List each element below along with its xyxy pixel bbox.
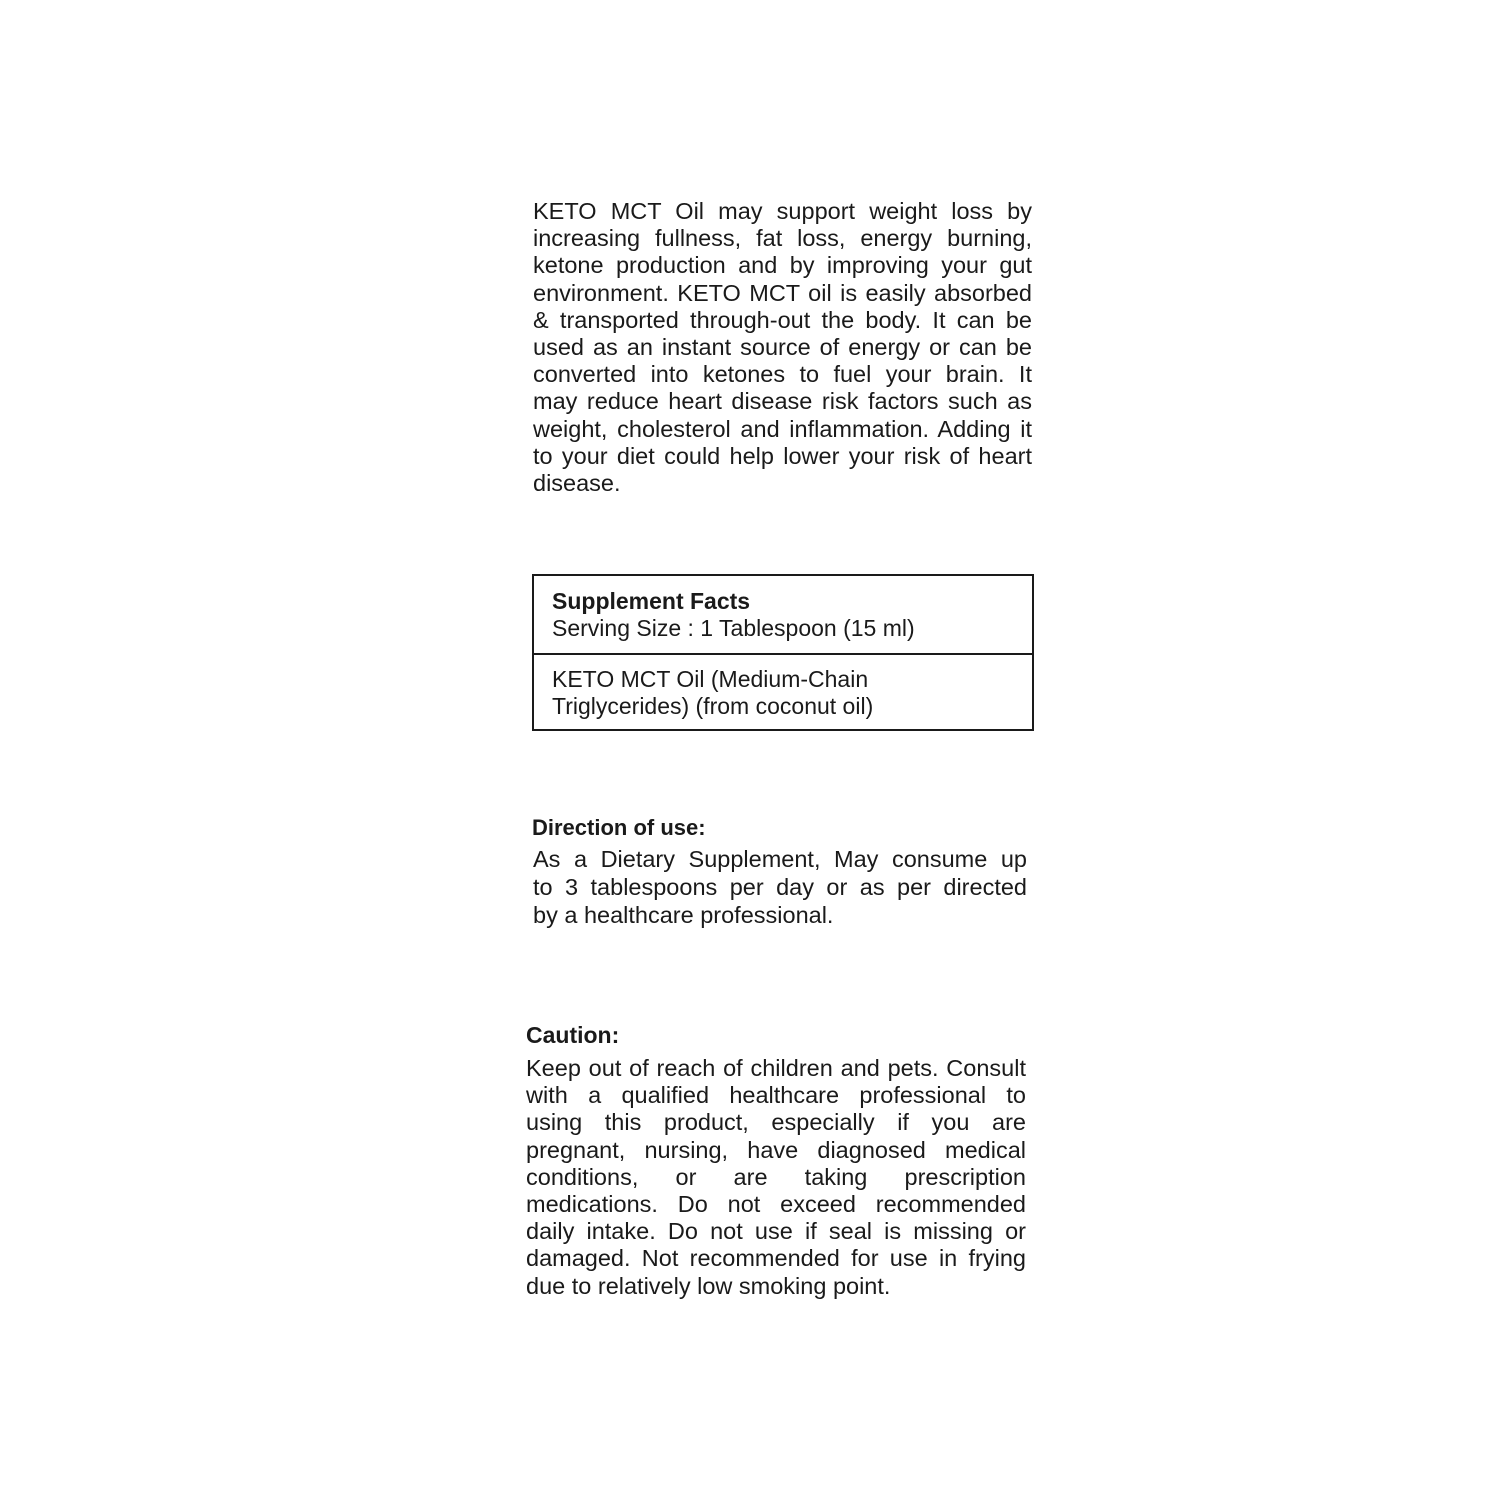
caution-line: Keep out of reach of children and pets. Consult bbox=[526, 1055, 1026, 1081]
supplement-facts-ingredient bbox=[534, 655, 1032, 729]
intro-paragraph bbox=[533, 198, 1032, 497]
supplement-facts-title: Supplement Facts bbox=[552, 588, 751, 614]
caution-line: daily intake. Do not use if seal is missing or bbox=[526, 1218, 1026, 1245]
intro-line: may reduce heart disease risk factors such as bbox=[533, 388, 1032, 415]
direction-paragraph bbox=[533, 845, 1027, 929]
intro-line: converted into ketones to fuel your brain. It bbox=[533, 361, 1032, 388]
caution-line: due to relatively low smoking point. bbox=[526, 1272, 891, 1299]
supplement-facts-table bbox=[532, 574, 1034, 731]
caution-line: using this product, especially if you are bbox=[526, 1109, 1026, 1136]
caution-heading: Caution: bbox=[526, 1022, 620, 1048]
direction-line: to 3 tablespoons per day or as per directed bbox=[533, 874, 1027, 900]
caution-line: pregnant, nursing, have diagnosed medical bbox=[526, 1136, 1026, 1163]
serving-size: Serving Size : 1 Tablespoon (15 ml) bbox=[552, 615, 915, 641]
intro-line: disease. bbox=[533, 470, 621, 497]
intro-line: KETO MCT Oil may support weight loss by bbox=[533, 198, 1032, 224]
caution-line: with a qualified healthcare professional to bbox=[526, 1082, 1026, 1109]
caution-line: medications. Do not exceed recommended bbox=[526, 1191, 1026, 1218]
intro-line: environment. KETO MCT oil is easily absorbed bbox=[533, 279, 1032, 306]
caution-line: damaged. Not recommended for use in frying bbox=[526, 1245, 1026, 1272]
intro-line: ketone production and by improving your gut bbox=[533, 252, 1032, 279]
intro-line: & transported through-out the body. It can be bbox=[533, 306, 1032, 333]
intro-line: used as an instant source of energy or can be bbox=[533, 334, 1032, 361]
direction-line: by a healthcare professional. bbox=[533, 902, 834, 928]
ingredient-line: KETO MCT Oil (Medium-Chain bbox=[552, 666, 869, 692]
direction-line: As a Dietary Supplement, May consume up bbox=[533, 846, 1027, 872]
supplement-facts-header bbox=[534, 576, 1032, 655]
caution-paragraph bbox=[526, 1055, 1026, 1300]
intro-line: to your diet could help lower your risk of heart bbox=[533, 442, 1032, 469]
intro-line: increasing fullness, fat loss, energy burning, bbox=[533, 225, 1032, 252]
caution-line: conditions, or are taking prescription bbox=[526, 1163, 1026, 1190]
direction-heading: Direction of use: bbox=[532, 815, 706, 840]
intro-line: weight, cholesterol and inflammation. Adding it bbox=[533, 415, 1032, 442]
ingredient-line: Triglycerides) (from coconut oil) bbox=[552, 693, 874, 719]
